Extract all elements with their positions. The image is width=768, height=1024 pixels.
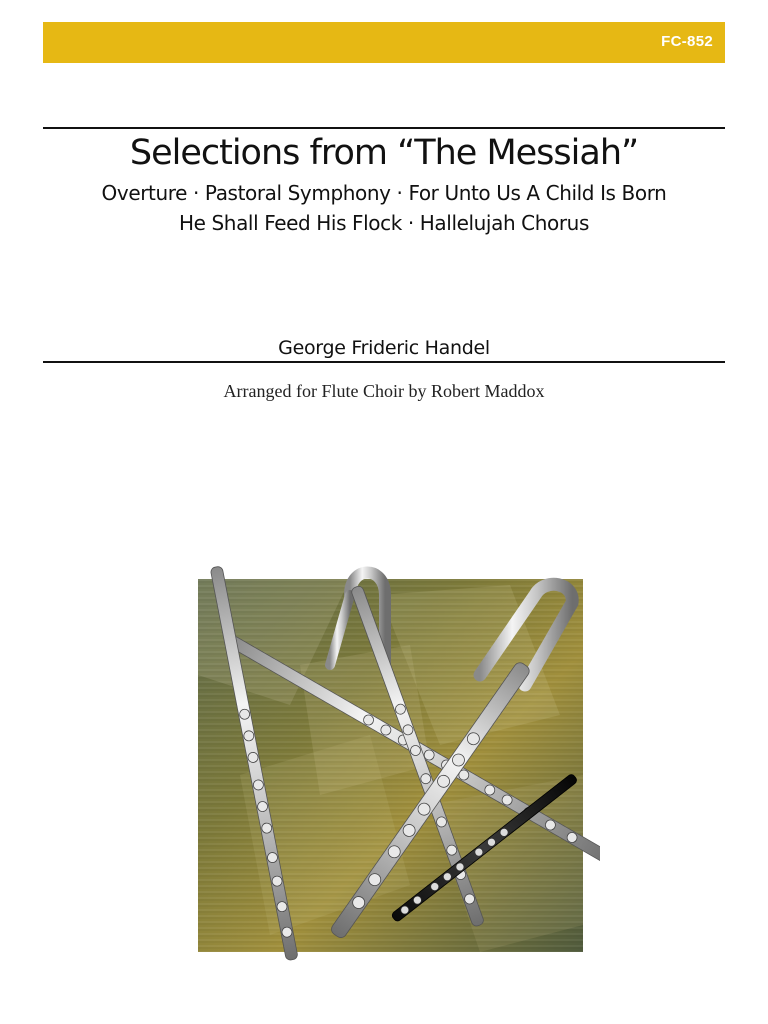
top-banner — [43, 22, 725, 63]
arranger-credit: Arranged for Flute Choir by Robert Maddox — [223, 381, 545, 401]
movements-line-1: Overture · Pastoral Symphony · For Unto Us A Child Is Born — [101, 181, 667, 205]
catalog-number: FC-852 — [661, 33, 713, 50]
movements-line-2: He Shall Feed His Flock · Hallelujah Chorus — [179, 211, 589, 235]
composer-rule — [43, 361, 725, 363]
page-title: Selections from “The Messiah” — [129, 133, 639, 173]
composer-name: George Frideric Handel — [278, 337, 490, 359]
flutes-illustration — [180, 555, 600, 975]
title-rule — [43, 127, 725, 129]
